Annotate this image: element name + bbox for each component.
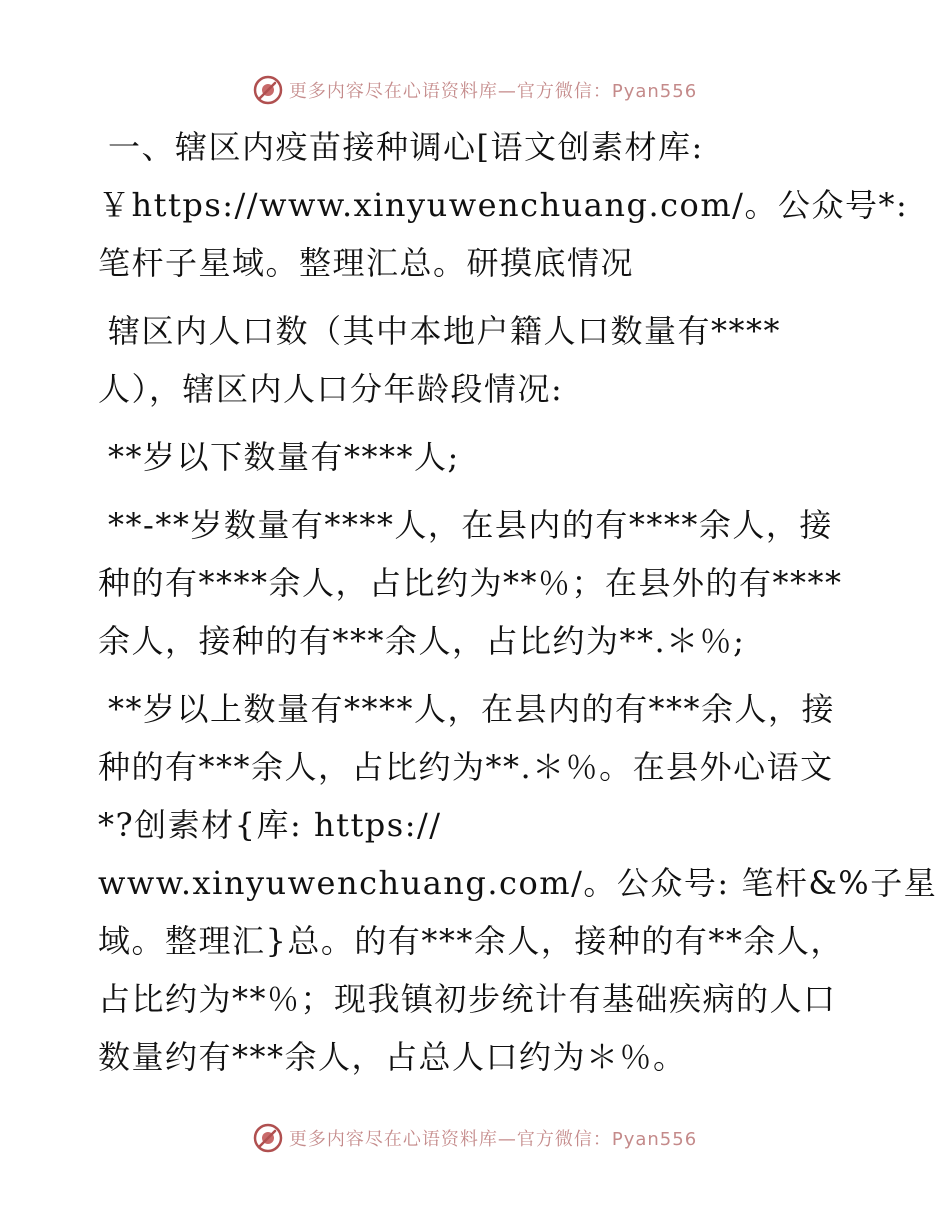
paragraph-line: 人），辖区内人口分年龄段情况: (98, 370, 564, 408)
footer-banner-inner (253, 1123, 697, 1153)
paragraph-line: 数量约有***余人，占总人口约为＊％。 (98, 1038, 687, 1076)
brand-logo-icon (253, 75, 283, 105)
paragraph-1 (98, 118, 909, 292)
paragraph-line: **岁以下数量有****人; (108, 438, 460, 476)
document-body (98, 118, 938, 1096)
paragraph-line: 一、辖区内疫苗接种调心[语文创素材库: (108, 128, 704, 166)
paragraph-line: 笔杆子星域。整理汇总。研摸底情况 (98, 244, 635, 282)
paragraph-4 (98, 496, 858, 670)
paragraph-line: *?创素材{库: https:// (98, 806, 442, 844)
footer-banner-text: 更多内容尽在心语资料库—官方微信：Pyan556 (288, 1129, 698, 1150)
header-banner-text: 更多内容尽在心语资料库—官方微信：Pyan556 (288, 81, 698, 102)
paragraph-2 (98, 302, 858, 418)
header-banner-inner (253, 75, 697, 105)
paragraph-line: 占比约为**％；现我镇初步统计有基础疾病的人口 (98, 980, 837, 1018)
paragraph-line: 域。整理汇}总。的有***余人，接种的有**余人， (98, 922, 844, 960)
paragraph-line: 种的有****余人，占比约为**％；在县外的有**** (98, 564, 843, 602)
paragraph-line: ￥https://www.xinyuwenchuang.com/。公众号*: (98, 186, 909, 224)
paragraph-line: 种的有***余人，占比约为**.＊％。在县外心语文 (98, 748, 834, 786)
paragraph-line: www.xinyuwenchuang.com/。公众号: 笔杆&%子星 (98, 864, 938, 902)
brand-logo-icon (253, 1123, 283, 1153)
paragraph-3 (98, 428, 858, 486)
paragraph-line: **-**岁数量有****人，在县内的有****余人，接 (108, 506, 833, 544)
paragraph-line: 辖区内人口数（其中本地户籍人口数量有**** (108, 312, 782, 350)
paragraph-line: **岁以上数量有****人，在县内的有***余人，接 (108, 690, 836, 728)
footer-banner (0, 1118, 950, 1158)
paragraph-5 (98, 680, 938, 1086)
paragraph-line: 余人，接种的有***余人，占比约为**.＊％; (98, 622, 746, 660)
header-banner (0, 70, 950, 110)
